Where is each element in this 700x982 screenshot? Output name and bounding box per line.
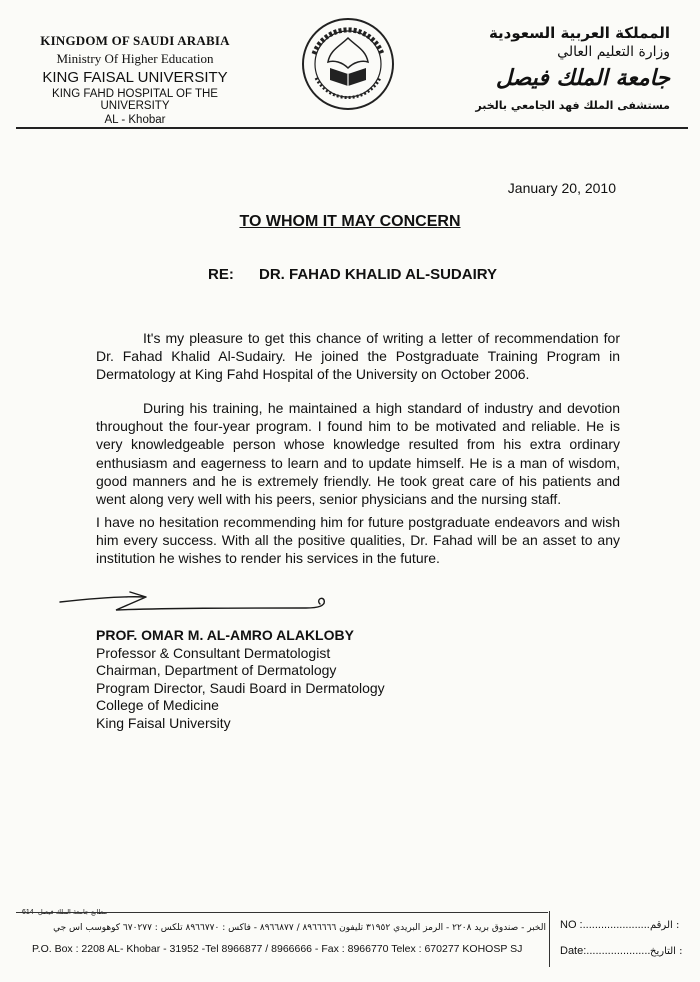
letterhead-english xyxy=(20,33,250,126)
print-number: 614 xyxy=(22,909,34,916)
re-subject-name: DR. FAHAD KHALID AL-SUDAIRY xyxy=(259,266,498,283)
letterhead-hospital-ar: مستشفى الملك فهد الجامعي بالخبر xyxy=(475,99,670,112)
reference-number-label-ar: الرقم : xyxy=(650,920,680,931)
reference-date-label: Date:..................... xyxy=(560,945,651,957)
signer-title: Professor & Consultant Dermatologist xyxy=(96,644,331,661)
reference-number-label: NO :...................... xyxy=(560,919,650,931)
header-divider xyxy=(16,127,688,129)
signer-name: PROF. OMAR M. AL-AMRO ALAKLOBY xyxy=(96,627,354,643)
letterhead-arabic xyxy=(440,24,670,112)
footer-address-english: P.O. Box : 2208 AL- Khobar - 31952 -Tel 8966877 / 8966666 - Fax : 8966770 Telex : 670277 KOHOSP SJ xyxy=(32,943,523,955)
re-label: RE: xyxy=(208,266,234,283)
letterhead-country: KINGDOM OF SAUDI ARABIA xyxy=(40,33,230,48)
footer-divider xyxy=(16,912,548,913)
printer-mark: مطابع جامعة الملك فيصل xyxy=(38,908,108,916)
signer-title: Chairman, Department of Dermatology xyxy=(96,662,337,679)
signer-block xyxy=(96,627,385,733)
letterhead-ministry: Ministry Of Higher Education xyxy=(56,51,214,66)
university-seal-logo xyxy=(300,16,396,112)
letter-title: TO WHOM IT MAY CONCERN xyxy=(239,213,461,230)
signer-title: Program Director, Saudi Board in Dermatology xyxy=(96,679,385,696)
paragraph-closing: I have no hesitation recommending him for future postgraduate endeavors and wish him every success. With all the positive qualities, Dr. Fahad will be an asset to any institution he wishes to render his services in the future. xyxy=(96,514,620,567)
paragraph-introduction: It's my pleasure to get this chance of writing a letter of recommendation for Dr. Fahad Khalid Al-Sudairy. He joined the Postgraduate Training Program in Dermatology at King Fahd Hospital of the University on October 2006. xyxy=(96,330,620,383)
letter-date: January 20, 2010 xyxy=(507,180,616,196)
letterhead-university: KING FAISAL UNIVERSITY xyxy=(42,69,228,86)
signer-title: King Faisal University xyxy=(96,714,231,731)
letterhead-ministry-ar: وزارة التعليم العالي xyxy=(557,44,670,60)
letterhead-country-ar: المملكة العربية السعودية xyxy=(488,24,670,42)
letterhead-university-ar: جامعة الملك فيصل xyxy=(495,66,670,91)
handwritten-signature xyxy=(56,584,356,624)
letterhead-city: AL - Khobar xyxy=(104,114,166,126)
paragraph-training: During his training, he maintained a high standard of industry and devotion throughout the four-year program. I found him to be motivated and reliable. He is very knowledgeable person whose knowledge resulted from his extra ordinary enthusiasm and eagerness to learn and to update himself. He is a man of wisdom, good manners and he is extremely friendly. He took great care of his patients and went along very well with his peers, senior physicians and the nursing staff. xyxy=(96,400,620,508)
letterhead-hospital: KING FAHD HOSPITAL OF THE UNIVERSITY xyxy=(52,88,218,112)
signer-title: College of Medicine xyxy=(96,697,219,714)
reference-date-label-ar: التاريخ : xyxy=(650,946,683,957)
footer-address-arabic: الخبر - صندوق بريد ٢٢٠٨ - الرمز البريدي ٣١٩٥٢ تليفون ٨٩٦٦٦٦٦ / ٨٩٦٦٨٧٧ - فاكس : ٨٩٦٦٧٧٠ تلكس : ٦٧٠٢٧٧ كوهوسب اس جي xyxy=(53,923,546,933)
